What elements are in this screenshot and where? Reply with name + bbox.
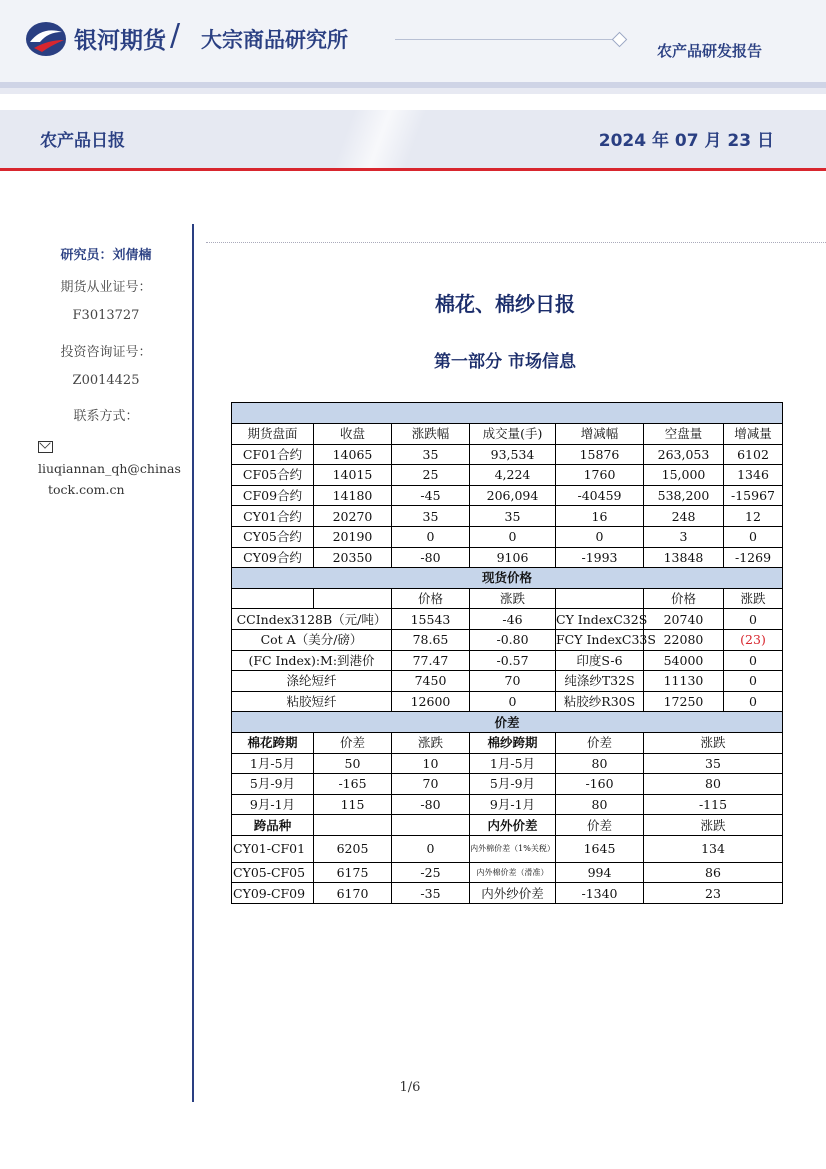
table-cell: 54000 <box>644 650 724 671</box>
table-cell: 22080 <box>644 629 724 650</box>
table-header: 涨跌 <box>724 588 783 609</box>
table-cell: 77.47 <box>392 650 470 671</box>
table-cell: -165 <box>314 774 392 795</box>
table-row <box>232 883 783 904</box>
table-header: 跨品种 <box>232 815 314 836</box>
table-cell: (FC Index):M:到港价 <box>232 650 392 671</box>
table-cell: 20740 <box>644 609 724 630</box>
table-cell: -15967 <box>724 485 783 506</box>
table-cell: 20270 <box>314 506 392 527</box>
table-cell: 206,094 <box>470 485 556 506</box>
table-cell: CY05-CF05 <box>232 862 314 883</box>
contact-label: 联系方式： <box>73 409 139 424</box>
report-title: 棉花、棉纱日报 <box>435 292 575 316</box>
table-row <box>232 671 783 692</box>
table-cell: -40459 <box>556 485 644 506</box>
table-cell: CF01合约 <box>232 444 314 465</box>
table-cell: 15,000 <box>644 465 724 486</box>
table-cell-negative: (23) <box>724 629 783 650</box>
table-header <box>232 588 314 609</box>
table-cell: 16 <box>556 506 644 527</box>
table-cell: 1月-5月 <box>470 753 556 774</box>
table-row <box>232 835 783 862</box>
spot-header-row <box>232 588 783 609</box>
table-cell: -45 <box>392 485 470 506</box>
table-header: 价差 <box>556 815 644 836</box>
table-row <box>232 485 783 506</box>
table-cell: Cot A（美分/磅） <box>232 629 392 650</box>
table-row <box>232 609 783 630</box>
table-cell: -80 <box>392 794 470 815</box>
table-row <box>232 444 783 465</box>
table-cell: 5月-9月 <box>232 774 314 795</box>
email-line-1: liuqiannan_qh@chinas <box>38 461 181 476</box>
table-cell: CCIndex3128B（元/吨） <box>232 609 392 630</box>
table-cell: 93,534 <box>470 444 556 465</box>
table-cell: 20350 <box>314 547 392 568</box>
table-header <box>314 815 392 836</box>
table-cell: 17250 <box>644 691 724 712</box>
header-stripe-light <box>0 88 826 94</box>
table-cell: 6205 <box>314 835 392 862</box>
galaxy-logo-icon <box>24 20 68 58</box>
cross-header-row <box>232 815 783 836</box>
email-line-2: tock.com.cn <box>48 482 125 497</box>
table-cell: 1346 <box>724 465 783 486</box>
consult-label: 投资咨询证号： <box>60 345 152 360</box>
content-dotted-rule <box>206 242 826 243</box>
band-decoration <box>300 110 460 168</box>
table-header <box>392 815 470 836</box>
table-cell: 80 <box>644 774 783 795</box>
table-cell: 0 <box>724 650 783 671</box>
table-header: 价差 <box>556 732 644 753</box>
mail-icon <box>38 441 53 453</box>
table-cell: 6175 <box>314 862 392 883</box>
table-cell: 10 <box>392 753 470 774</box>
table-cell: 纯涤纱T32S <box>556 671 644 692</box>
brand-divider: / <box>170 18 181 53</box>
table-cell: 80 <box>556 753 644 774</box>
section-label: 现货价格 <box>232 568 783 589</box>
table-cell: 内外棉价差（滑准） <box>470 862 556 883</box>
table-cell: 115 <box>314 794 392 815</box>
table-cell: 25 <box>392 465 470 486</box>
table-cell: 78.65 <box>392 629 470 650</box>
table-cell: 12600 <box>392 691 470 712</box>
table-header <box>556 588 644 609</box>
license-number: F3013727 <box>72 308 140 323</box>
table-header: 增减量 <box>724 424 783 445</box>
table-cell: 14015 <box>314 465 392 486</box>
spot-section-header <box>232 568 783 589</box>
table-cell: 20190 <box>314 526 392 547</box>
table-cell: 内外纱价差 <box>470 883 556 904</box>
contact-email[interactable] <box>38 437 188 500</box>
table-header: 涨跌 <box>644 815 783 836</box>
table-row <box>232 862 783 883</box>
table-cell: -80 <box>392 547 470 568</box>
table-cell: -0.80 <box>470 629 556 650</box>
header-red-rule <box>0 168 826 171</box>
table-cell: 内外棉价差（1%关税） <box>470 835 556 862</box>
table-header: 涨跌 <box>470 588 556 609</box>
table-cell: CF09合约 <box>232 485 314 506</box>
table-header: 增减幅 <box>556 424 644 445</box>
section-label: 价差 <box>232 712 783 733</box>
license-label: 期货从业证号： <box>60 280 152 295</box>
table-cell: 70 <box>392 774 470 795</box>
report-type: 农产品研发报告 <box>656 42 762 60</box>
table-cell: 35 <box>392 444 470 465</box>
futures-header-row <box>232 424 783 445</box>
table-cell: CY09-CF09 <box>232 883 314 904</box>
table-cell: 0 <box>724 526 783 547</box>
table-cell: 0 <box>724 691 783 712</box>
table-cell: CY IndexC32S <box>556 609 644 630</box>
table-cell: 印度S-6 <box>556 650 644 671</box>
table-header: 内外价差 <box>470 815 556 836</box>
table-row <box>232 526 783 547</box>
table-cell: 粘胶纱R30S <box>556 691 644 712</box>
table-cell: 9月-1月 <box>470 794 556 815</box>
table-cell: 7450 <box>392 671 470 692</box>
table-row <box>232 465 783 486</box>
sidebar-divider <box>192 224 194 1102</box>
table-cell: 3 <box>644 526 724 547</box>
table-header: 涨跌 <box>644 732 783 753</box>
table-row <box>232 753 783 774</box>
table-row <box>232 506 783 527</box>
market-table <box>231 402 783 904</box>
table-row <box>232 774 783 795</box>
table-cell: 538,200 <box>644 485 724 506</box>
section-title: 第一部分 市场信息 <box>434 352 576 372</box>
table-cell: FCY IndexC33S <box>556 629 644 650</box>
table-cell: 6102 <box>724 444 783 465</box>
table-cell: -1340 <box>556 883 644 904</box>
spread-header-row <box>232 732 783 753</box>
table-row <box>232 650 783 671</box>
consult-number: Z0014425 <box>72 373 140 388</box>
table-cell: -115 <box>644 794 783 815</box>
table-cell: 35 <box>644 753 783 774</box>
table-header: 价格 <box>392 588 470 609</box>
table-cell: 12 <box>724 506 783 527</box>
table-cell: 1645 <box>556 835 644 862</box>
header-rule <box>395 39 613 40</box>
table-cell: 15876 <box>556 444 644 465</box>
spread-section-header <box>232 712 783 733</box>
table-row <box>232 691 783 712</box>
table-cell: 70 <box>470 671 556 692</box>
table-cell: CY01-CF01 <box>232 835 314 862</box>
table-cell: 1月-5月 <box>232 753 314 774</box>
table-cell: 50 <box>314 753 392 774</box>
table-cell: 35 <box>392 506 470 527</box>
table-cell: 0 <box>724 609 783 630</box>
table-cell: 86 <box>644 862 783 883</box>
table-row <box>232 547 783 568</box>
page-number: 1/6 <box>399 1080 421 1095</box>
table-cell: 6170 <box>314 883 392 904</box>
table-cell: 13848 <box>644 547 724 568</box>
table-cell: 9106 <box>470 547 556 568</box>
table-cell: 11130 <box>644 671 724 692</box>
table-header: 成交量(手) <box>470 424 556 445</box>
report-date: 2024 年 07 月 23 日 <box>598 131 774 151</box>
table-cell: 0 <box>724 671 783 692</box>
table-cell: CY09合约 <box>232 547 314 568</box>
table-cell: -160 <box>556 774 644 795</box>
table-cell: 263,053 <box>644 444 724 465</box>
table-cell: 0 <box>392 526 470 547</box>
table-top-band <box>232 403 783 424</box>
table-header: 价格 <box>644 588 724 609</box>
table-cell: -1269 <box>724 547 783 568</box>
table-cell: -25 <box>392 862 470 883</box>
institute-name: 大宗商品研究所 <box>201 28 348 52</box>
table-cell: 80 <box>556 794 644 815</box>
table-header <box>314 588 392 609</box>
table-cell: CY05合约 <box>232 526 314 547</box>
table-header: 价差 <box>314 732 392 753</box>
table-cell: 粘胶短纤 <box>232 691 392 712</box>
table-header: 棉花跨期 <box>232 732 314 753</box>
table-cell: 0 <box>470 691 556 712</box>
table-cell: 14065 <box>314 444 392 465</box>
table-cell: 248 <box>644 506 724 527</box>
table-header: 期货盘面 <box>232 424 314 445</box>
table-cell: 9月-1月 <box>232 794 314 815</box>
table-cell: 994 <box>556 862 644 883</box>
table-cell: 涤纶短纤 <box>232 671 392 692</box>
table-header: 收盘 <box>314 424 392 445</box>
table-cell: -1993 <box>556 547 644 568</box>
researcher-name: 研究员：刘倩楠 <box>60 248 152 263</box>
table-cell: 0 <box>392 835 470 862</box>
table-cell: -46 <box>470 609 556 630</box>
table-row <box>232 629 783 650</box>
table-header: 涨跌幅 <box>392 424 470 445</box>
table-cell: 5月-9月 <box>470 774 556 795</box>
table-cell: CY01合约 <box>232 506 314 527</box>
table-cell: 134 <box>644 835 783 862</box>
table-cell: 14180 <box>314 485 392 506</box>
table-cell: -35 <box>392 883 470 904</box>
brand-name: 银河期货 <box>74 28 166 54</box>
table-cell: CF05合约 <box>232 465 314 486</box>
table-cell: 1760 <box>556 465 644 486</box>
table-cell: 0 <box>470 526 556 547</box>
table-cell: 15543 <box>392 609 470 630</box>
table-cell: 4,224 <box>470 465 556 486</box>
table-header: 空盘量 <box>644 424 724 445</box>
table-cell: -0.57 <box>470 650 556 671</box>
band-title: 农产品日报 <box>40 131 125 151</box>
table-header: 棉纱跨期 <box>470 732 556 753</box>
table-cell: 0 <box>556 526 644 547</box>
table-cell: 23 <box>644 883 783 904</box>
table-row <box>232 794 783 815</box>
table-header: 涨跌 <box>392 732 470 753</box>
table-cell: 35 <box>470 506 556 527</box>
